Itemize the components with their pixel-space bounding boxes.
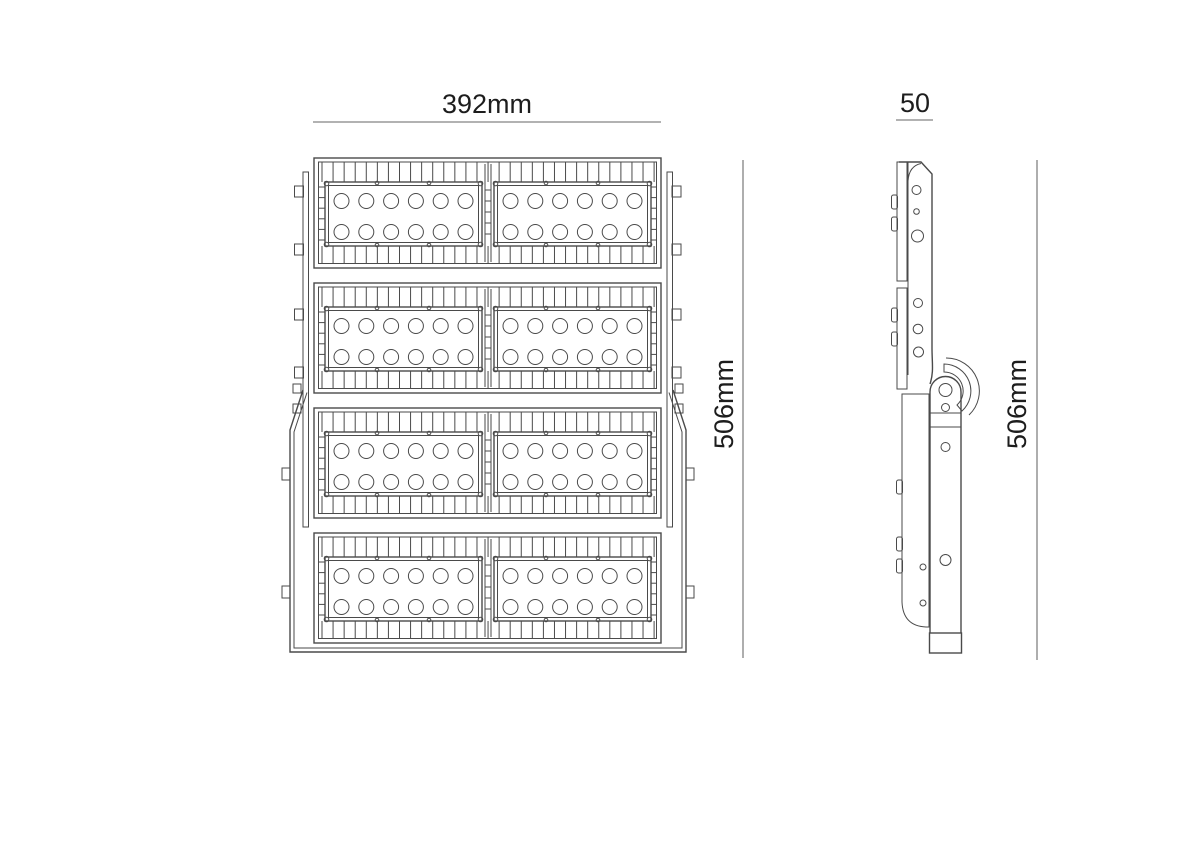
led bbox=[408, 319, 423, 334]
led bbox=[458, 444, 473, 459]
led bbox=[577, 600, 592, 615]
panel-frame-outer bbox=[494, 307, 651, 371]
panel-frame-outer bbox=[494, 182, 651, 246]
led bbox=[553, 569, 568, 584]
led bbox=[408, 194, 423, 209]
led bbox=[627, 444, 642, 459]
led bbox=[334, 350, 349, 365]
led bbox=[458, 319, 473, 334]
plate-hole bbox=[914, 209, 920, 215]
mounting-hole bbox=[920, 564, 926, 570]
led bbox=[334, 475, 349, 490]
led bbox=[553, 475, 568, 490]
led-panel bbox=[493, 181, 652, 247]
rail-clip bbox=[672, 367, 681, 378]
mounting-hole bbox=[920, 600, 926, 606]
rail-clip bbox=[672, 244, 681, 255]
led bbox=[528, 475, 543, 490]
heatsink-fins bbox=[319, 287, 657, 389]
led bbox=[384, 350, 399, 365]
led bbox=[577, 475, 592, 490]
panel-frame-inner bbox=[329, 561, 479, 618]
plate-outline bbox=[899, 162, 933, 384]
led bbox=[627, 600, 642, 615]
module-frame-inner bbox=[319, 287, 657, 389]
led bbox=[433, 319, 448, 334]
plate-hole bbox=[912, 186, 921, 195]
led-panel bbox=[493, 306, 652, 372]
rail-clip bbox=[295, 367, 304, 378]
arm-hole bbox=[941, 443, 950, 452]
rail-clip bbox=[672, 309, 681, 320]
led bbox=[602, 444, 617, 459]
led bbox=[553, 444, 568, 459]
arm-outline bbox=[930, 376, 961, 633]
led bbox=[627, 194, 642, 209]
led bbox=[433, 600, 448, 615]
led bbox=[433, 194, 448, 209]
led bbox=[577, 319, 592, 334]
housing-clip bbox=[686, 468, 694, 480]
bracket-foot bbox=[930, 633, 962, 653]
led bbox=[384, 569, 399, 584]
front-width-dimension bbox=[313, 89, 661, 122]
panel-frame-outer bbox=[494, 557, 651, 621]
led bbox=[602, 194, 617, 209]
led bbox=[408, 569, 423, 584]
plate-hole bbox=[913, 324, 923, 334]
side-height-dimension bbox=[1002, 160, 1037, 660]
led bbox=[503, 225, 518, 240]
led bbox=[602, 600, 617, 615]
front-height-label: 506mm bbox=[709, 358, 739, 450]
led-panel bbox=[493, 556, 652, 622]
led-array bbox=[503, 569, 642, 615]
led bbox=[602, 569, 617, 584]
side-body-strips bbox=[892, 162, 908, 389]
led-module-3 bbox=[314, 408, 661, 518]
led bbox=[359, 225, 374, 240]
led bbox=[384, 319, 399, 334]
led bbox=[528, 350, 543, 365]
heatsink-fins bbox=[319, 537, 657, 639]
led bbox=[458, 475, 473, 490]
led bbox=[577, 194, 592, 209]
led bbox=[528, 444, 543, 459]
led bbox=[503, 319, 518, 334]
right-rail bbox=[667, 172, 673, 527]
arm-hole bbox=[940, 555, 951, 566]
panel-frame-outer bbox=[325, 432, 482, 496]
front-width-label: 392mm bbox=[441, 89, 533, 119]
led bbox=[408, 350, 423, 365]
led bbox=[577, 225, 592, 240]
led bbox=[553, 350, 568, 365]
led bbox=[602, 350, 617, 365]
housing-clip bbox=[282, 586, 290, 598]
led bbox=[553, 194, 568, 209]
led bbox=[503, 600, 518, 615]
led-array bbox=[503, 444, 642, 490]
led bbox=[577, 350, 592, 365]
led bbox=[528, 600, 543, 615]
led bbox=[627, 225, 642, 240]
plate-hole bbox=[912, 230, 924, 242]
led bbox=[359, 319, 374, 334]
led bbox=[359, 569, 374, 584]
led bbox=[602, 319, 617, 334]
pivot-hole bbox=[942, 404, 950, 412]
led bbox=[553, 319, 568, 334]
led bbox=[384, 194, 399, 209]
side-depth-dimension bbox=[896, 88, 933, 120]
led bbox=[334, 319, 349, 334]
side-bracket-arm bbox=[930, 376, 962, 653]
led bbox=[458, 350, 473, 365]
led bbox=[627, 569, 642, 584]
led-module-4 bbox=[314, 533, 661, 643]
led bbox=[627, 319, 642, 334]
led-array bbox=[334, 319, 473, 365]
rail-clip bbox=[295, 186, 304, 197]
led bbox=[627, 475, 642, 490]
led-panel bbox=[324, 306, 483, 372]
led bbox=[503, 350, 518, 365]
side-depth-label: 50 bbox=[899, 88, 931, 118]
led bbox=[359, 475, 374, 490]
led bbox=[503, 444, 518, 459]
led bbox=[458, 194, 473, 209]
led bbox=[408, 225, 423, 240]
led bbox=[359, 194, 374, 209]
led bbox=[528, 569, 543, 584]
hinge-tab bbox=[675, 384, 683, 393]
housing-clip bbox=[282, 468, 290, 480]
panel-frame-inner bbox=[498, 561, 648, 618]
rail-clip bbox=[295, 244, 304, 255]
side-view bbox=[892, 162, 980, 653]
led bbox=[458, 225, 473, 240]
led bbox=[602, 225, 617, 240]
led bbox=[334, 444, 349, 459]
led bbox=[334, 225, 349, 240]
module-frame-inner bbox=[319, 537, 657, 639]
heatsink-fins bbox=[319, 162, 657, 264]
led bbox=[408, 600, 423, 615]
led bbox=[334, 194, 349, 209]
module-frame-inner bbox=[319, 162, 657, 264]
rail-clip bbox=[295, 309, 304, 320]
front-modules bbox=[314, 158, 661, 643]
body-strip bbox=[897, 288, 907, 389]
lower-body-outline bbox=[902, 394, 929, 627]
module-frame-inner bbox=[319, 412, 657, 514]
led bbox=[433, 350, 448, 365]
led bbox=[384, 475, 399, 490]
led bbox=[528, 194, 543, 209]
led bbox=[503, 475, 518, 490]
led-array bbox=[334, 444, 473, 490]
led-panel bbox=[324, 181, 483, 247]
led bbox=[334, 569, 349, 584]
led bbox=[528, 225, 543, 240]
led-panel bbox=[493, 431, 652, 497]
panel-frame-inner bbox=[329, 436, 479, 493]
led bbox=[359, 600, 374, 615]
led bbox=[408, 475, 423, 490]
panel-frame-inner bbox=[329, 186, 479, 243]
led bbox=[577, 569, 592, 584]
led-module-1 bbox=[314, 158, 661, 268]
plate-hole bbox=[914, 299, 923, 308]
panel-frame-inner bbox=[498, 436, 648, 493]
front-height-dimension bbox=[709, 160, 743, 658]
led bbox=[627, 350, 642, 365]
plate-hole bbox=[914, 347, 924, 357]
led bbox=[553, 600, 568, 615]
led bbox=[602, 475, 617, 490]
led bbox=[384, 225, 399, 240]
led bbox=[384, 600, 399, 615]
front-view bbox=[282, 158, 694, 652]
led bbox=[359, 444, 374, 459]
pivot-hole bbox=[939, 384, 952, 397]
led bbox=[458, 569, 473, 584]
led-array bbox=[334, 569, 473, 615]
body-strip bbox=[897, 162, 907, 281]
panel-frame-inner bbox=[498, 186, 648, 243]
left-rail bbox=[303, 172, 309, 527]
side-bracket-plate bbox=[899, 162, 933, 384]
led bbox=[433, 225, 448, 240]
led bbox=[458, 600, 473, 615]
led bbox=[503, 194, 518, 209]
led bbox=[433, 475, 448, 490]
led-array bbox=[503, 319, 642, 365]
panel-frame-outer bbox=[325, 307, 482, 371]
housing-clip bbox=[686, 586, 694, 598]
led-panel bbox=[324, 556, 483, 622]
led bbox=[433, 444, 448, 459]
led bbox=[334, 600, 349, 615]
panel-frame-outer bbox=[325, 557, 482, 621]
led bbox=[553, 225, 568, 240]
led bbox=[384, 444, 399, 459]
led-panel bbox=[324, 431, 483, 497]
led bbox=[359, 350, 374, 365]
led bbox=[503, 569, 518, 584]
led-array bbox=[503, 194, 642, 240]
panel-frame-outer bbox=[325, 182, 482, 246]
side-height-label: 506mm bbox=[1002, 358, 1032, 450]
hinge-tab bbox=[293, 384, 301, 393]
led bbox=[408, 444, 423, 459]
side-lower-body bbox=[897, 394, 930, 627]
panel-frame-inner bbox=[498, 311, 648, 368]
led-array bbox=[334, 194, 473, 240]
heatsink-fins bbox=[319, 412, 657, 514]
front-side-rails bbox=[295, 172, 682, 527]
plate-corner-arc bbox=[908, 164, 921, 182]
led-module-2 bbox=[314, 283, 661, 393]
led bbox=[528, 319, 543, 334]
rail-clip bbox=[672, 186, 681, 197]
panel-frame-inner bbox=[329, 311, 479, 368]
led bbox=[433, 569, 448, 584]
led bbox=[577, 444, 592, 459]
panel-frame-outer bbox=[494, 432, 651, 496]
